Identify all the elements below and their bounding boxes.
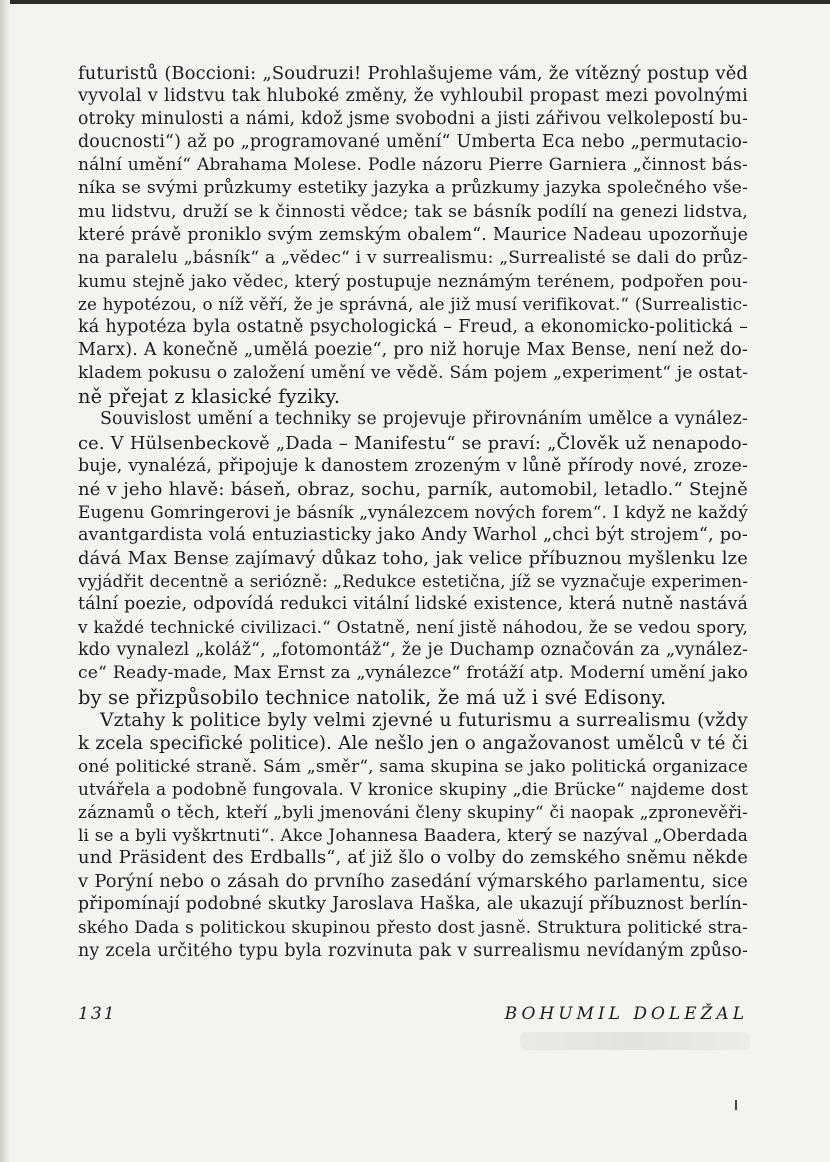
text-line: futuristů (Boccioni: „Soudruzi! Prohlašujeme vám, že vítězný postup věd: [78, 63, 748, 84]
text-line: které právě proniklo svým zemským obalem“. Maurice Nadeau upozorňuje: [78, 224, 748, 245]
text-line: Eugenu Gomringerovi je básník „vynálezcem nových forem“. I když ne každý: [78, 501, 748, 522]
text-line: doucnosti“) až po „programované umění“ Umberta Eca nebo „permutacio-: [78, 132, 748, 153]
scan-top-edge: [0, 0, 830, 4]
text-line: vyjádřit decentně a seriózně: „Redukce estetična, jíž se vyznačuje experimen-: [78, 572, 748, 592]
scan-left-edge: [0, 0, 10, 1162]
text-line: by se přizpůsobilo technice natolik, že má už i své Edisony.: [78, 685, 667, 709]
text-line: buje, vynalézá, připojuje k danostem zrozeným v lůně přírody nové, zroze-: [78, 455, 748, 476]
text-line: záznamů o těch, kteří „byli jmenováni členy skupiny“ či naopak „zpronevěři-: [78, 802, 748, 822]
text-line: oné politické straně. Sám „směr“, sama skupina se jako politická organizace: [78, 755, 748, 776]
text-line: v každé technické civilizaci.“ Ostatně, není jistě náhodou, že se vedou spory,: [78, 617, 748, 638]
text-line: na paralelu „básník“ a „vědec“ i v surrealismu: „Surrealisté se dali do průz-: [78, 247, 748, 268]
page-number: 131: [78, 1004, 117, 1024]
text-line: v Porýní nebo o zásah do prvního zasedání výmarského parlamentu, sice: [78, 871, 748, 893]
text-line: ká hypotéza byla ostatně psychologická – Freud, a ekonomicko-politická –: [78, 317, 748, 338]
text-line: né v jeho hlavě: báseň, obraz, sochu, parník, automobil, letadlo.“ Stejně: [78, 478, 748, 500]
text-line: ny zcela určitého typu byla rozvinuta pak v surrealismu nevídaným způso-: [78, 940, 748, 961]
text-line: Marx). A konečně „umělá poezie“, pro niž horuje Max Bense, není než do-: [78, 340, 748, 361]
text-line: ského Dada s politickou skupinou přesto dost jasně. Struktura politické stra-: [78, 917, 748, 938]
text-line: li se a byli vyškrtnuti“. Akce Johannesa Baadera, který se nazýval „Oberdada: [78, 825, 748, 846]
text-line: připomínají podobné skutky Jaroslava Haška, ale ukazují příbuznost berlín-: [78, 894, 748, 915]
text-line: k zcela specifické politice). Ale nešlo jen o angažovanost umělců v té či: [78, 732, 748, 754]
text-line: dává Max Bense zajímavý důkaz toho, jak velice příbuznou myšlenku lze: [78, 547, 748, 569]
text-line: ze hypotézou, o níž věří, že je správná, ale již musí verifikovat.“ (Surrealistic-: [78, 293, 748, 314]
text-line: mu lidstvu, druží se k činnosti vědce; tak se básník podílí na genezi lidstva,: [78, 201, 748, 222]
text-line: vyvolal v lidstvu tak hluboké změny, že vyhloubil propast mezi povolnými: [78, 86, 748, 107]
paragraph-start-line: Souvislost umění a techniky se projevuje přirovnáním umělce a vynález-: [100, 409, 748, 430]
dust-speck: [735, 1100, 737, 1110]
running-footer-author: BOHUMIL DOLEŽAL: [504, 1004, 748, 1024]
text-line: ce. V Hülsenbeckově „Dada – Manifestu“ se praví: „Člověk už nenapodo-: [78, 432, 748, 454]
body-text: [78, 62, 748, 963]
text-line: tální poezie, odpovídá redukci vitální lidské existence, která nutně nastává: [78, 594, 748, 615]
text-line: ce“ Ready-made, Max Ernst za „vynálezce“ frotáží atp. Moderní umění jako: [78, 663, 748, 684]
text-line: otroky minulosti a námi, kdož jsme svobodni a jisti zářivou velkolepostí bu-: [78, 109, 748, 130]
show-through-smudge: [520, 1032, 750, 1050]
page-footer: [78, 1004, 748, 1028]
text-line: und Präsident des Erdballs“, ať již šlo o volby do zemského sněmu někde: [78, 848, 748, 869]
text-line: kdo vynalezl „koláž“, „fotomontáž“, že je Duchamp označován za „vynález-: [78, 640, 748, 661]
text-line: ně přejat z klasické fyziky.: [78, 385, 341, 409]
text-line: utvářela a podobně fungovala. V kronice skupiny „die Brücke“ najdeme dost: [78, 778, 748, 799]
paragraph-start-line: Vztahy k politice byly velmi zjevné u futurismu a surrealismu (vždy: [100, 709, 748, 731]
text-line: níka se svými průzkumy estetiky jazyka a průzkumy jazyka společného vše-: [78, 178, 748, 199]
text-line: avantgardista volá entuziasticky jako Andy Warhol „chci být strojem“, po-: [78, 524, 748, 545]
text-line: nální umění“ Abrahama Molese. Podle názoru Pierre Garniera „činnost bás-: [78, 155, 748, 176]
text-line: kumu stejně jako vědec, který postupuje neznámým terénem, podpořen pou-: [78, 270, 748, 291]
text-line: kladem pokusu o založení umění ve vědě. Sám pojem „experiment“ je ostat-: [78, 363, 748, 384]
